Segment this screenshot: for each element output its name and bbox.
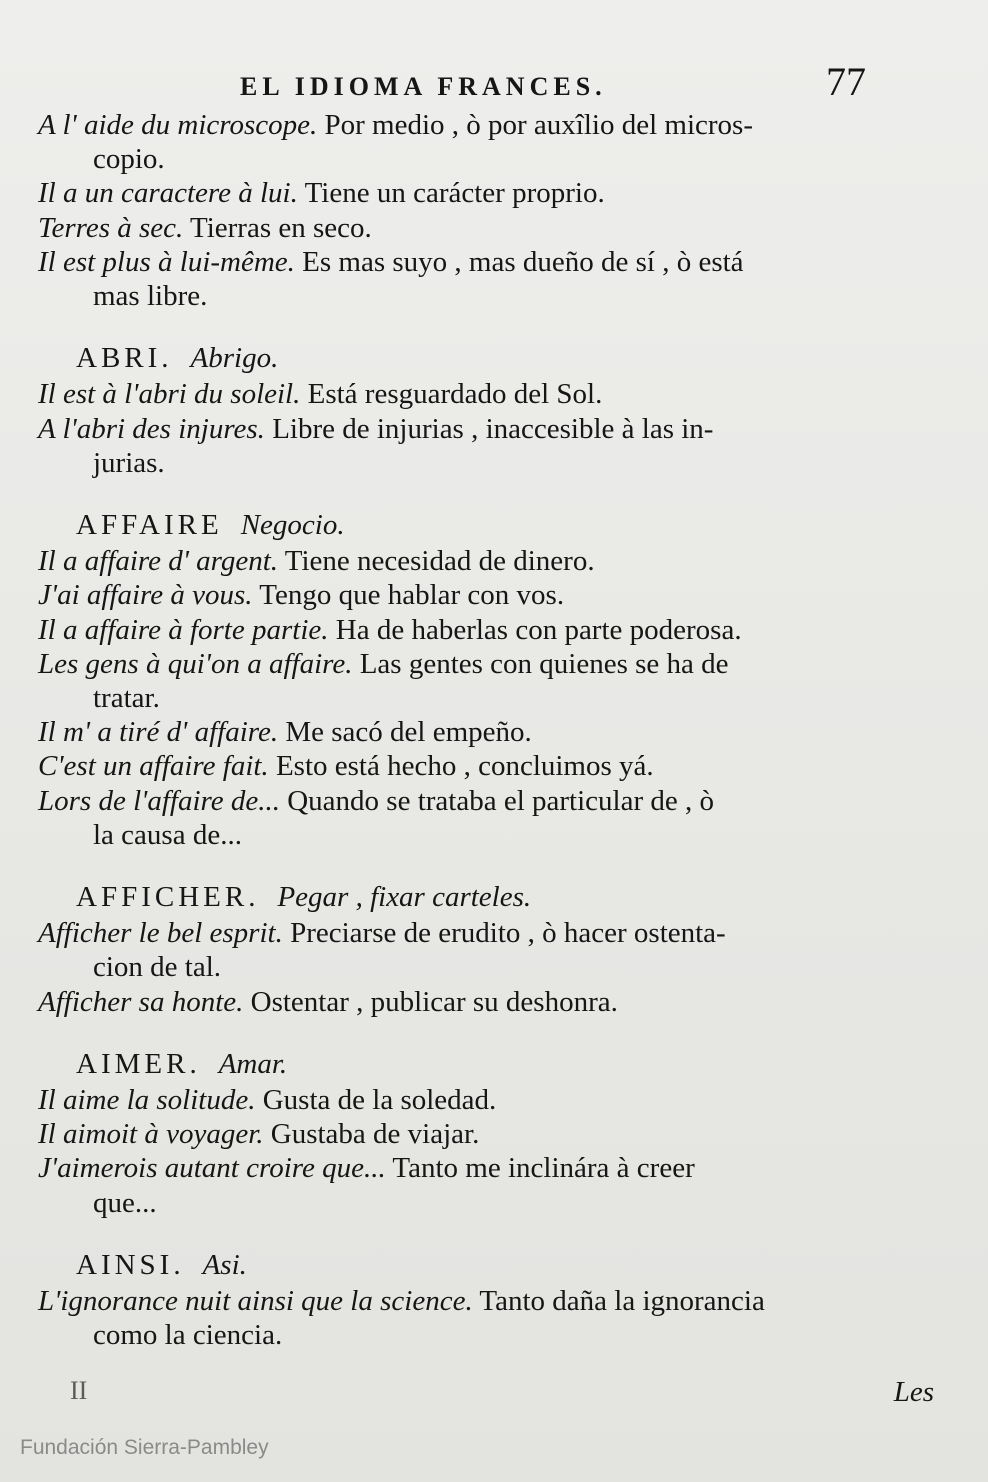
dictionary-section — [38, 1047, 928, 1220]
french-phrase: A l' aide du microscope. — [38, 109, 318, 141]
french-phrase: Il est à l'abri du soleil. — [38, 378, 301, 411]
headword: AFFAIRE — [76, 509, 223, 542]
dictionary-section — [38, 880, 928, 1019]
entry-line — [38, 647, 928, 681]
spanish-translation: Está resguardado del Sol. — [300, 378, 603, 411]
headword-line — [38, 508, 928, 542]
french-phrase: Afficher le bel esprit. — [38, 917, 283, 950]
headword-translation: Amar. — [218, 1047, 288, 1080]
entry-line — [38, 749, 928, 783]
headword: AINSI. — [76, 1248, 185, 1281]
page-text — [38, 108, 928, 1353]
dictionary-section — [38, 508, 928, 852]
page-number: 77 — [826, 59, 866, 104]
spanish-translation: Es mas suyo , mas dueño de sí , ò está — [294, 245, 744, 278]
entry-line — [38, 916, 928, 950]
french-phrase: C'est un affaire fait. — [38, 750, 269, 783]
entry-line — [38, 108, 928, 142]
entry-line — [38, 578, 928, 612]
entry-continuation: la causa de... — [93, 818, 242, 851]
french-phrase: Afficher sa honte. — [38, 985, 244, 1018]
french-phrase: Il aimoit à voyager. — [38, 1118, 264, 1151]
entry-line — [38, 985, 928, 1019]
spanish-translation: Preciarse de erudito , ò hacer ostenta- — [282, 917, 726, 950]
spanish-translation: Tiene necesidad de dinero. — [278, 545, 595, 578]
spanish-translation: Ostentar , publicar su deshonra. — [243, 985, 618, 1018]
signature-mark: II — [70, 1376, 88, 1405]
entry-continuation: como la ciencia. — [93, 1319, 283, 1352]
headword: AIMER. — [76, 1047, 201, 1080]
entry-line — [38, 1284, 928, 1318]
spanish-translation: Las gentes con quienes se ha de — [352, 647, 729, 680]
headword-translation: Pegar , fixar carteles. — [277, 881, 532, 914]
french-phrase: Il est plus à lui-même. — [38, 245, 295, 278]
entry-line — [38, 1117, 928, 1151]
entry-line — [38, 1151, 928, 1185]
spanish-translation: Tiene un carácter proprio. — [297, 177, 605, 210]
entry-continuation: tratar. — [93, 682, 160, 715]
spanish-translation: Tengo que hablar con vos. — [252, 579, 565, 612]
headword-line — [38, 1248, 928, 1282]
library-watermark: Fundación Sierra-Pambley — [20, 1436, 269, 1459]
french-phrase: Terres à sec. — [38, 211, 184, 244]
spanish-translation: Gustaba de viajar. — [263, 1118, 480, 1151]
spanish-translation: Tierras en seco. — [183, 211, 372, 244]
catchword: Les — [893, 1376, 934, 1408]
entry-line — [38, 784, 928, 818]
entry-line — [38, 1083, 928, 1117]
spanish-translation: Libre de injurias , inaccesible à las in- — [264, 412, 714, 445]
french-phrase: L'ignorance nuit ainsi que la science. — [38, 1285, 473, 1318]
dictionary-section — [38, 1248, 928, 1353]
entry-line — [38, 245, 928, 279]
spanish-translation: Esto está hecho , concluimos yá. — [268, 750, 654, 783]
entry-line — [38, 715, 928, 749]
headword-translation: Abrigo. — [190, 342, 279, 375]
headword-translation: Asi. — [202, 1248, 247, 1281]
spanish-translation: Por medio , ò por auxîlio del micros- — [317, 109, 753, 141]
entry-line — [38, 211, 928, 245]
entry-continuation: jurias. — [93, 446, 165, 479]
french-phrase: Il a affaire à forte partie. — [38, 613, 329, 646]
entry-continuation: cion de tal. — [93, 951, 222, 984]
spanish-translation: Tanto daña la ignorancia — [472, 1285, 765, 1318]
entry-continuation: que... — [93, 1186, 157, 1219]
spanish-translation: Me sacó del empeño. — [278, 716, 532, 749]
french-phrase: Il a affaire d' argent. — [38, 545, 279, 578]
headword-line — [38, 1047, 928, 1081]
spanish-translation: Quando se trataba el particular de , ò — [279, 784, 714, 817]
headword-line — [38, 341, 928, 375]
entry-continuation: mas libre. — [93, 280, 208, 313]
entry-line — [38, 544, 928, 578]
french-phrase: J'ai affaire à vous. — [38, 579, 253, 612]
french-phrase: Lors de l'affaire de... — [38, 784, 280, 817]
headword-translation: Negocio. — [240, 509, 345, 542]
entry-line — [38, 176, 928, 210]
headword: ABRI. — [76, 342, 173, 375]
headword-line — [38, 880, 928, 914]
french-phrase: J'aimerois autant croire que... — [38, 1152, 386, 1185]
french-phrase: Il m' a tiré d' affaire. — [38, 716, 279, 749]
french-phrase: Il a un caractere à lui. — [38, 177, 298, 210]
dictionary-section — [38, 341, 928, 480]
french-phrase: Il aime la solitude. — [38, 1084, 256, 1117]
headword: AFFICHER. — [76, 881, 260, 914]
spanish-translation: Ha de haberlas con parte poderosa. — [328, 613, 742, 646]
dictionary-sections — [38, 341, 928, 1352]
entry-line — [38, 377, 928, 411]
entry-line — [38, 412, 928, 446]
french-phrase: A l'abri des injures. — [38, 412, 265, 445]
entry-line — [38, 613, 928, 647]
spanish-translation: Gusta de la soledad. — [255, 1084, 497, 1117]
entry-continuation: copio. — [93, 143, 165, 176]
french-phrase: Les gens à qui'on a affaire. — [38, 647, 353, 680]
running-head: EL IDIOMA FRANCES. — [240, 72, 607, 101]
intro-entries — [38, 108, 928, 313]
spanish-translation: Tanto me inclinára à creer — [385, 1152, 695, 1185]
